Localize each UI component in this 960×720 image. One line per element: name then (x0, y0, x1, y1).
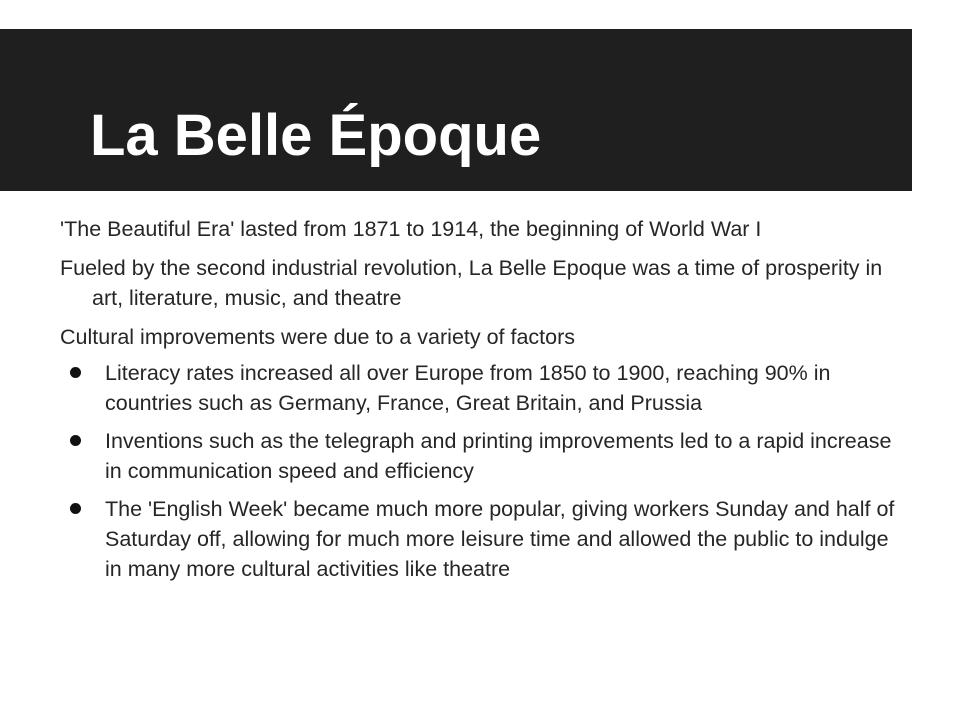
bullet-text: Literacy rates increased all over Europe from 1850 to 1900, reaching 90% in countries such as Germany, France, Great Britain, and Prussia (105, 361, 831, 415)
bullet-text: The 'English Week' became much more popular, giving workers Sunday and half of Saturday off, allowing for much more leisure time and allowed the public to indulge in many more cultural activities like theatre (105, 497, 895, 581)
factors-bullet-list (60, 358, 910, 584)
bullet-dot-icon (70, 367, 81, 378)
bullet-text: Inventions such as the telegraph and printing improvements led to a rapid increase in communication speed and efficiency (105, 429, 892, 483)
bullet-item-inventions (60, 426, 910, 486)
paragraph-industrial-revolution: Fueled by the second industrial revolution, La Belle Epoque was a time of prosperity in art, literature, music, and theatre (60, 256, 883, 310)
bullet-dot-icon (70, 435, 81, 446)
bullet-item-literacy (60, 358, 910, 418)
slide-content (60, 214, 910, 592)
paragraph-era-dates: 'The Beautiful Era' lasted from 1871 to 1914, the beginning of World War I (60, 217, 762, 241)
bullet-dot-icon (70, 503, 81, 514)
slide-title: La Belle Époque (90, 103, 542, 168)
paragraph-cultural-factors: Cultural improvements were due to a variety of factors (60, 325, 576, 349)
bullet-item-english-week (60, 494, 910, 584)
